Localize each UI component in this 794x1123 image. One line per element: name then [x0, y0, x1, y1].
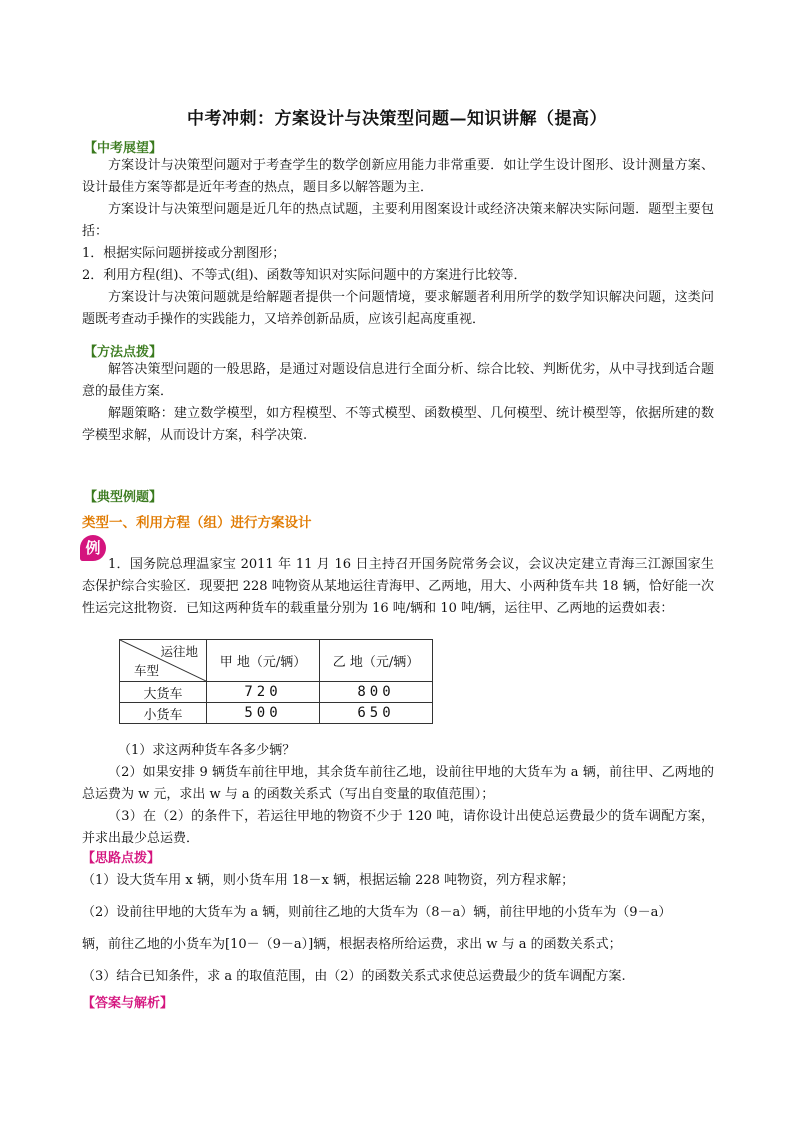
column-header-jia: 甲 地（元/辆） — [207, 640, 320, 682]
table-row — [120, 703, 433, 724]
method-heading: 【方法点拨】 — [84, 345, 163, 360]
outlook-paragraph-1: 方案设计与决策型问题对于考查学生的数学创新应用能力非常重要．如让学生设计图形、设计测量方案、设计最佳方案等都是近年考查的热点，题目多以解答题为主． — [82, 158, 714, 195]
corner-destination-label: 运往地 — [160, 644, 198, 659]
corner-vehicle-label: 车型 — [134, 663, 160, 678]
row-type-cell: 小货车 — [120, 703, 207, 724]
question-2: （2）如果安排 9 辆货车前往甲地，其余货车前往乙地，设前往甲地的大货车为 a 辆，前往甲、乙两地的总运费为 w 元，求出 w 与 a 的函数关系式（写出自变量的取值范围）； — [82, 765, 714, 802]
example-problem: 1．国务院总理温家宝 2011 年 11 月 16 日主持召开国务院常务会议，会议决定建立青海三江源国家生态保护综合实验区．现要把 228 吨物资从某地运往青海甲、乙两地，用大、小两种货车共 18 辆，恰好能一次性运完这批物资．已知这两种货车的载重量分别为 16 吨/辆和 10 吨/辆，运往甲、乙两地的运费如表： — [82, 557, 714, 616]
table-row — [120, 682, 433, 703]
answer-heading: 【答案与解析】 — [82, 996, 174, 1011]
question-1: （1）求这两种货车各多少辆？ — [118, 743, 296, 758]
hint-step-3: （3）结合已知条件，求 a 的取值范围，由（2）的函数关系式求使总运费最少的货车调配方案. — [82, 969, 626, 984]
table-header-row — [120, 640, 433, 682]
hint-step-2a: （2）设前往甲地的大货车为 a 辆，则前往乙地的大货车为（8－a）辆，前往甲地的小货车为（9－a） — [82, 905, 672, 920]
column-header-yi: 乙 地（元/辆） — [320, 640, 433, 682]
example-badge: 例 — [80, 535, 106, 561]
method-paragraph-2: 解题策略：建立数学模型，如方程模型、不等式模型、函数模型、几何模型、统计模型等，依据所建的数学模型求解，从而设计方案，科学决策. — [82, 406, 714, 443]
examples-heading: 【典型例题】 — [84, 490, 163, 505]
outlook-item-2: 2．利用方程(组)、不等式(组)、函数等知识对实际问题中的方案进行比较等． — [82, 268, 527, 283]
hint-step-1: （1）设大货车用 x 辆，则小货车用 18－x 辆，根据运输 228 吨物资，列方程求解； — [82, 873, 575, 888]
hint-heading: 【思路点拨】 — [82, 851, 161, 866]
cost-cell: 650 — [320, 703, 433, 724]
question-3: （3）在（2）的条件下，若运往甲地的物资不少于 120 吨，请你设计出使总运费最少的货车调配方案，并求出最少总运费． — [82, 809, 714, 846]
type1-heading: 类型一、利用方程（组）进行方案设计 — [82, 515, 312, 531]
outlook-paragraph-2: 方案设计与决策型问题是近几年的热点试题，主要利用图案设计或经济决策来解决实际问题．题型主要包括： — [82, 202, 714, 239]
freight-cost-table — [119, 639, 433, 724]
method-paragraph-1: 解答决策型问题的一般思路，是通过对题设信息进行全面分析、综合比较、判断优劣，从中寻找到适合题意的最佳方案． — [82, 362, 714, 399]
row-type-cell: 大货车 — [120, 682, 207, 703]
outlook-heading: 【中考展望】 — [84, 141, 163, 156]
hint-step-2b: 辆，前往乙地的小货车为[10－（9－a）]辆，根据表格所给运费，求出 w 与 a 的函数关系式； — [82, 937, 622, 952]
table-corner-cell — [120, 640, 207, 682]
outlook-paragraph-3: 方案设计与决策问题就是给解题者提供一个问题情境，要求解题者利用所学的数学知识解决问题，这类问题既考查动手操作的实践能力，又培养创新品质，应该引起高度重视． — [82, 290, 714, 327]
cost-cell: 800 — [320, 682, 433, 703]
outlook-item-1: 1．根据实际问题拼接或分割图形； — [82, 246, 286, 261]
cost-cell: 500 — [207, 703, 320, 724]
cost-cell: 720 — [207, 682, 320, 703]
page-title: 中考冲刺：方案设计与决策型问题—知识讲解（提高） — [187, 109, 607, 129]
